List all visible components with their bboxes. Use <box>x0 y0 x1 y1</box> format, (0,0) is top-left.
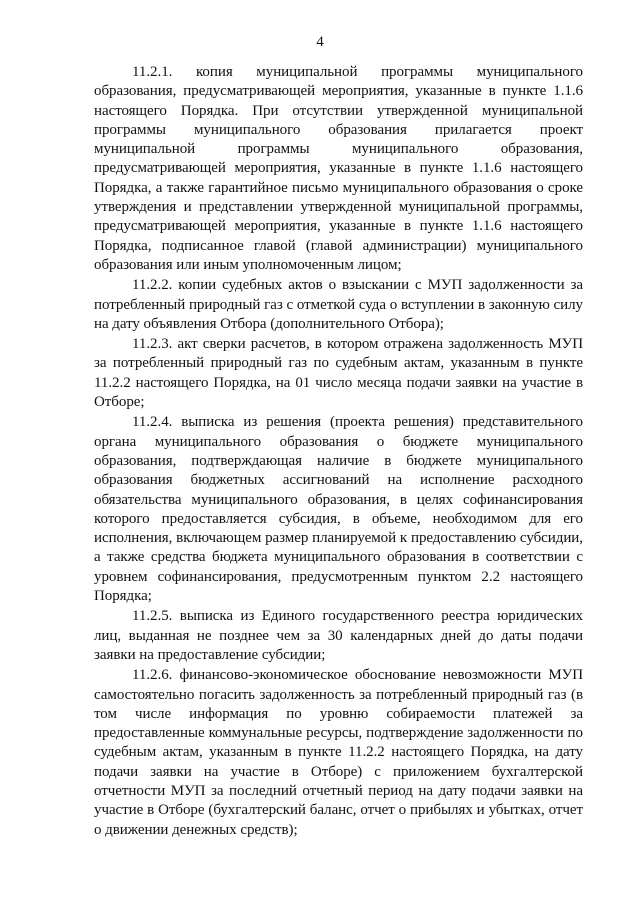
paragraph-11-2-3: 11.2.3. акт сверки расчетов, в котором отражена задолженность МУП за потребленный природный газ по судебным актам, указанным в пункте 11.2.2 настоящего Порядка, на 01 число месяца подачи заявки на участие в Отборе; <box>94 336 583 411</box>
document-body <box>94 63 583 841</box>
paragraph-11-2-5: 11.2.5. выписка из Единого государственного реестра юридических лиц, выданная не позднее чем за 30 календарных дней до даты подачи заявки на предоставление субсидии; <box>94 608 583 663</box>
paragraph-11-2-4: 11.2.4. выписка из решения (проекта решения) представительного органа муниципального образования о бюджете муниципального образования, подтверждающая наличие в бюджете муниципального образования бюджетных ассигнований на исполнение расходного обязательства муниципального образования, в целях софинансирования которого предоставляется субсидия, в объеме, необходимом для его исполнения, включающем размер планируемой к предоставлению субсидии, а также средства бюджета муниципального образования в соответствии с уровнем софинансирования, предусмотренным пунктом 2.2 настоящего Порядка; <box>94 414 583 605</box>
page-number: 4 <box>316 34 324 50</box>
paragraph-11-2-2: 11.2.2. копии судебных актов о взыскании с МУП задолженности за потребленный природный газ с отметкой суда о вступлении в законную силу на дату объявления Отбора (дополнительного Отбора); <box>94 277 583 332</box>
paragraph-11-2-1: 11.2.1. копия муниципальной программы муниципального образования, предусматривающей мероприятия, указанные в пункте 1.1.6 настоящего Порядка. При отсутствии утвержденной муниципальной программы муниципального образования прилагается проект муниципальной программы муниципального образования, предусматривающей мероприятия, указанные в пункте 1.1.6 настоящего Порядка, а также гарантийное письмо муниципального образования о сроке утверждения и представлении утвержденной муниципальной программы, предусматривающей мероприятия, указанные в пункте 1.1.6 настоящего Порядка, подписанное главой (главой администрации) муниципального образования или иным уполномоченным лицом; <box>94 64 583 273</box>
paragraph-11-2-6: 11.2.6. финансово-экономическое обоснование невозможности МУП самостоятельно погасить задолженность за потребленный природный газ (в том числе информация по уровню собираемости платежей за предоставленные коммунальные ресурсы, подтверждение задолженности по судебным актам, указанным в пункте 11.2.2 настоящего Порядка, на дату подачи заявки на участие в Отборе) с приложением бухгалтерской отчетности МУП за последний отчетный период на дату подачи заявки на участие в Отборе (бухгалтерский баланс, отчет о прибылях и убытках, отчет о движении денежных средств); <box>94 667 583 838</box>
